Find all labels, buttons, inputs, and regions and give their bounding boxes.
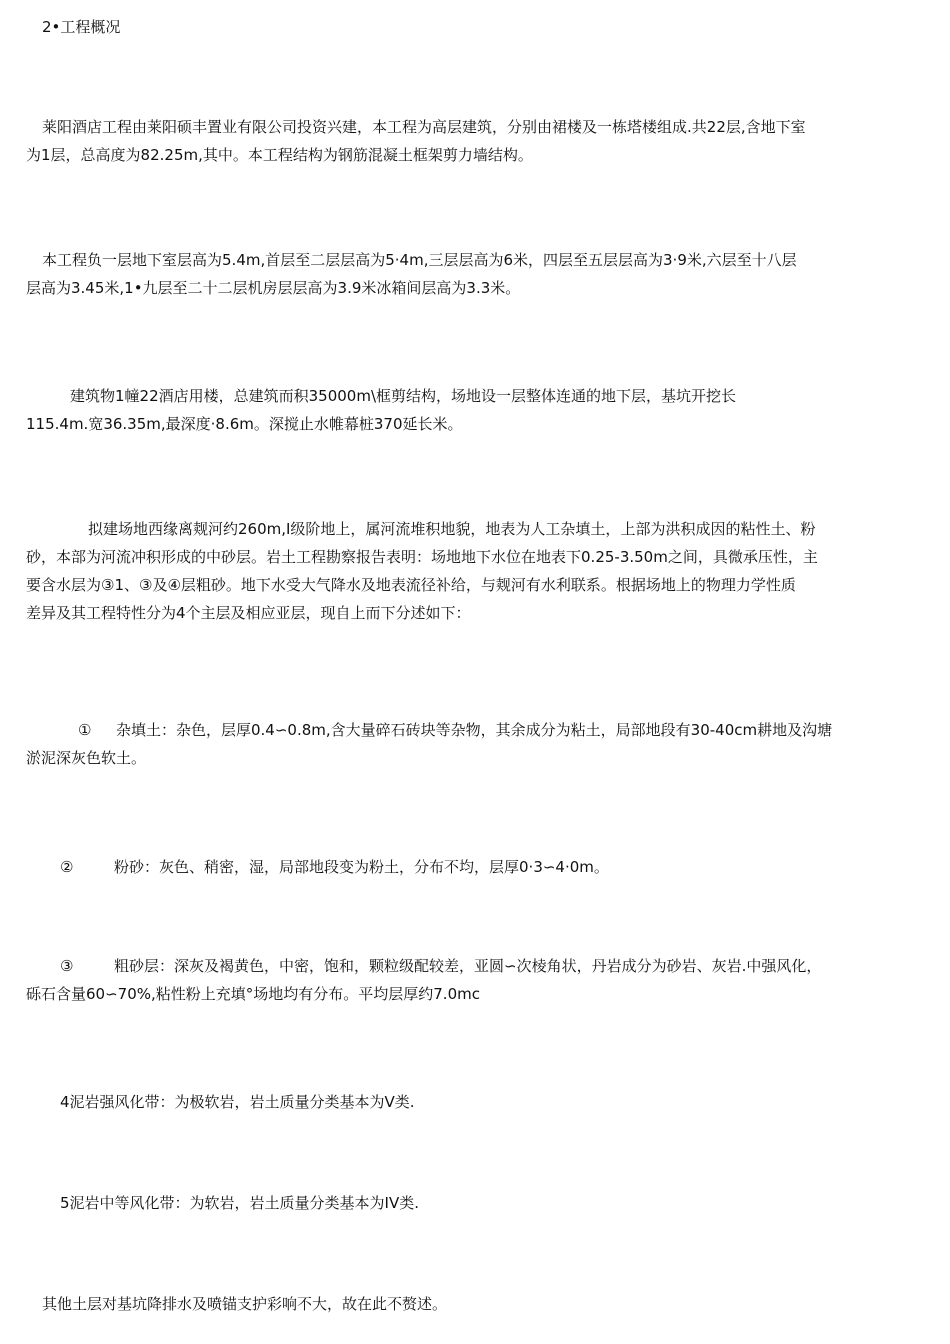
layer-description: 4泥岩强风化带：为极软岩，岩土质量分类基本为V类. (60, 1093, 415, 1111)
paragraph-line: 莱阳酒店工程由莱阳硕丰置业有限公司投资兴建，本工程为高层建筑，分别由裙楼及一栋塔楼组成.共22层,含地下室 (42, 118, 806, 136)
paragraph-floor-heights (26, 246, 922, 302)
closing-statement (42, 1290, 447, 1318)
paragraph-line: 层高为3.45米,1•九层至二十二层机房层层高为3.9米冰箱间层高为3.3米。 (26, 279, 521, 297)
section-heading-text: 2•工程概况 (42, 18, 121, 36)
paragraph-line: 要含水层为③1、③及④层粗砂。地下水受大气降水及地表流径补给，与觌河有水利联系。根据场地上的物理力学性质 (26, 576, 796, 594)
paragraph-building-info (26, 382, 930, 438)
paragraph-line: 建筑物1幢22酒店用楼，总建筑而积35000m\框剪结构，场地设一层整体连通的地下层，基坑开挖长 (70, 387, 737, 405)
layer-4-strongly-weathered-mudstone (60, 1088, 415, 1116)
paragraph-site-geology (26, 515, 948, 627)
paragraph-line: 拟建场地西缘离觌河约260m,I级阶地上，属河流堆积地貌，地表为人工杂填土，上部为洪积成因的粘性土、粉 (88, 520, 816, 538)
paragraph-line: 本工程负一层地下室层高为5.4m,首层至二层层高为5·4m,三层层高为6米，四层至五层层高为3·9米,六层至十八层 (42, 251, 797, 269)
closing-text: 其他土层对基坑降排水及喷锚支护彩响不大，故在此不赘述。 (42, 1295, 448, 1313)
layer-marker: ③ (60, 957, 74, 975)
layer-marker: ① (78, 721, 92, 739)
layer-3-coarse-sand (26, 952, 930, 1008)
layer-description: 5泥岩中等风化带：为软岩，岩土质量分类基本为IV类. (60, 1194, 419, 1212)
paragraph-project-overview (26, 113, 922, 169)
paragraph-line: 为1层，总高度为82.25m,其中。本工程结构为钢筋混凝土框架剪力墙结构。 (26, 146, 533, 164)
layer-description: 粗砂层：深灰及褐黄色，中密，饱和，颗粒级配较差，亚圆∽次棱角状，丹岩成分为砂岩、灰岩.中强风化， (114, 957, 822, 975)
layer-5-moderately-weathered-mudstone (60, 1189, 419, 1217)
paragraph-line: 砂，本部为河流冲积形成的中砂层。岩土工程勘察报告表明：场地地下水位在地表下0.25-3.50m之间，具微承压性，主 (26, 548, 818, 566)
layer-description-cont: 淤泥深灰色软土。 (26, 749, 147, 767)
layer-2-silty-sand (60, 853, 920, 881)
layer-marker: ② (60, 858, 74, 876)
layer-description: 杂填土：杂色，层厚0.4∽0.8m,含大量碎石砖块等杂物，其余成分为粘土，局部地段有30-40cm耕地及沟塘 (116, 721, 833, 739)
layer-1-fill-soil (26, 716, 938, 772)
layer-description: 粉砂：灰色、稍密，湿，局部地段变为粉土，分布不均，层厚0·3∽4·0m。 (114, 858, 609, 876)
paragraph-line: 差异及其工程特性分为4个主层及相应亚层，现自上而下分述如下： (26, 604, 471, 622)
paragraph-line: 115.4m.宽36.35m,最深度·8.6m。深搅止水帷幕桩370延长米。 (26, 415, 463, 433)
section-heading (42, 13, 120, 41)
layer-description-cont: 砾石含量60∽70%,粘性粉上充填°场地均有分布。平均层厚约7.0mc (26, 985, 480, 1003)
